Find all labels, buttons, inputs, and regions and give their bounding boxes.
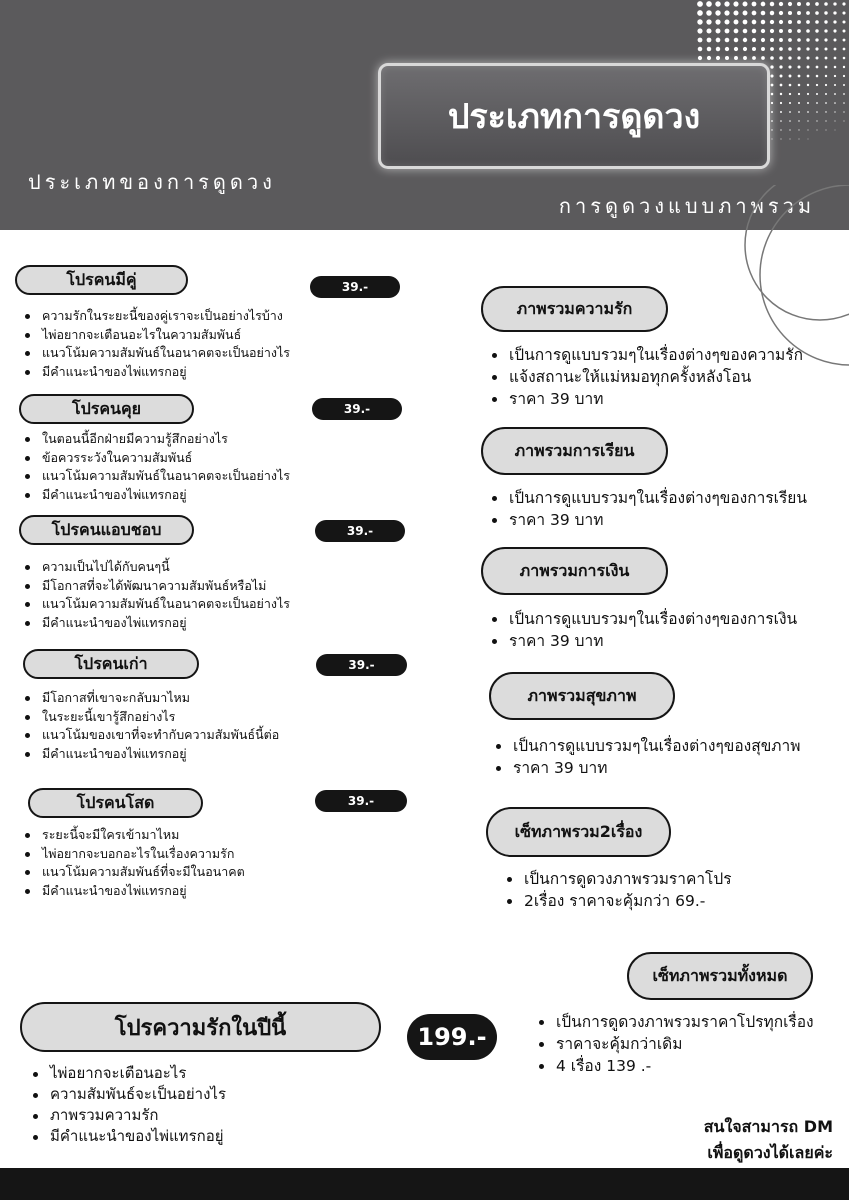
- halftone-dot: [779, 11, 783, 15]
- halftone-dot: [734, 56, 738, 60]
- halftone-dot: [833, 38, 836, 41]
- halftone-dot: [752, 20, 757, 25]
- halftone-dot: [844, 121, 845, 122]
- halftone-dot: [825, 57, 828, 60]
- halftone-dot: [843, 57, 846, 60]
- halftone-dot: [806, 38, 809, 41]
- halftone-dot: [834, 111, 835, 112]
- halftone-dot: [806, 11, 810, 15]
- halftone-dot: [798, 111, 800, 113]
- halftone-dot: [843, 48, 846, 51]
- overview-title-love: ภาพรวมความรัก: [481, 286, 668, 332]
- halftone-dot: [724, 19, 729, 24]
- halftone-dot: [807, 84, 809, 86]
- halftone-dot: [816, 120, 817, 121]
- halftone-dot: [843, 30, 846, 33]
- halftone-dot: [843, 84, 845, 86]
- halftone-dot: [789, 102, 791, 104]
- halftone-dot: [843, 75, 845, 77]
- overview-title-health: ภาพรวมสุขภาพ: [489, 672, 675, 720]
- halftone-dot: [798, 84, 801, 87]
- list-item: เป็นการดูดวงภาพรวมราคาโปร: [502, 868, 732, 890]
- halftone-dot: [843, 102, 845, 104]
- list-item: มีคำแนะนำของไพ่แทรกอยู่: [20, 882, 245, 901]
- promo-price-talking: 39.-: [312, 398, 402, 420]
- halftone-dot: [806, 29, 810, 33]
- list-item: มีคำแนะนำของไพ่แทรกอยู่: [28, 1126, 226, 1147]
- overview-title-money: ภาพรวมการเงิน: [481, 547, 668, 595]
- halftone-dot: [806, 2, 810, 6]
- halftone-dot: [779, 29, 783, 33]
- list-item: 4 เรื่อง 139 .-: [534, 1055, 814, 1077]
- list-item: ความสัมพันธ์จะเป็นอย่างไร: [28, 1084, 226, 1105]
- halftone-dot: [779, 20, 783, 24]
- promo-list-single: [20, 826, 245, 900]
- list-item: แนวโน้มความสัมพันธ์ที่จะมีในอนาคต: [20, 863, 245, 882]
- halftone-dot: [734, 38, 739, 43]
- halftone-dot: [807, 111, 809, 113]
- halftone-dot: [771, 102, 773, 104]
- halftone-dot: [789, 129, 790, 130]
- halftone-dot: [771, 111, 773, 113]
- halftone-dot: [770, 2, 774, 6]
- halftone-dot: [806, 56, 809, 59]
- promo-title-couple: โปรคนมีคู่: [15, 265, 188, 295]
- overview-list-money: [487, 608, 797, 652]
- halftone-dot: [771, 93, 774, 96]
- halftone-dot: [706, 1, 712, 7]
- love-year-price: 199.-: [407, 1014, 497, 1060]
- halftone-dot: [743, 20, 748, 25]
- halftone-dot: [761, 11, 766, 16]
- list-item: ระยะนี้จะมีใครเข้ามาไหม: [20, 826, 245, 845]
- halftone-dot: [816, 84, 818, 86]
- halftone-dot: [771, 120, 773, 122]
- halftone-dot: [707, 38, 712, 43]
- halftone-dot: [752, 56, 756, 60]
- list-item: ราคา 39 บาท: [487, 388, 803, 410]
- halftone-dot: [715, 10, 720, 15]
- promo-title-talking: โปรคนคุย: [19, 394, 194, 424]
- promo-list-ex: [20, 689, 279, 763]
- list-item: แนวโน้มของเขาที่จะทำกับความสัมพันธ์นี้ต่อ: [20, 726, 279, 745]
- halftone-dot: [752, 29, 756, 33]
- halftone-dot: [833, 29, 836, 32]
- halftone-dot: [716, 47, 720, 51]
- halftone-dot: [789, 75, 792, 78]
- halftone-dot: [834, 57, 837, 60]
- halftone-dot: [798, 93, 800, 95]
- halftone-dot: [779, 65, 782, 68]
- halftone-dot: [716, 56, 720, 60]
- halftone-dot: [697, 28, 702, 33]
- promo-title-single: โปรคนโสด: [28, 788, 203, 818]
- halftone-dot: [842, 11, 845, 14]
- list-item: เป็นการดูแบบรวมๆในเรื่องต่างๆของสุขภาพ: [491, 735, 800, 757]
- halftone-dot: [715, 19, 720, 24]
- halftone-dot: [789, 84, 792, 87]
- halftone-dot: [706, 28, 711, 33]
- halftone-dot: [807, 120, 808, 121]
- list-item: ในระยะนี้เขารู้สึกอย่างไร: [20, 708, 279, 727]
- list-item: เป็นการดูแบบรวมๆในเรื่องต่างๆของการเรียน: [487, 487, 807, 509]
- halftone-dot: [780, 111, 782, 113]
- halftone-dot: [698, 47, 703, 52]
- halftone-dot: [825, 75, 827, 77]
- halftone-dot: [706, 19, 711, 24]
- halftone-dot: [752, 2, 757, 7]
- halftone-dot: [816, 111, 818, 113]
- halftone-dot: [743, 29, 748, 34]
- halftone-dot: [761, 29, 765, 33]
- halftone-dot: [825, 84, 827, 86]
- list-item: 2เรื่อง ราคาจะคุ้มกว่า 69.-: [502, 890, 732, 912]
- list-item: แนวโน้มความสัมพันธ์ในอนาคตจะเป็นอย่างไร: [20, 467, 290, 486]
- halftone-dot: [816, 75, 819, 78]
- list-item: แจ้งสถานะให้แม่หมอทุกครั้งหลังโอน: [487, 366, 803, 388]
- contact-note: [704, 1114, 833, 1166]
- halftone-dot: [843, 111, 844, 112]
- halftone-dot: [806, 20, 810, 24]
- halftone-dot: [815, 47, 818, 50]
- halftone-dot: [816, 57, 819, 60]
- halftone-dot: [788, 38, 792, 42]
- halftone-dot: [816, 102, 818, 104]
- halftone-dot: [797, 38, 801, 42]
- halftone-dot: [770, 29, 774, 33]
- love-year-list: [28, 1063, 226, 1147]
- list-item: ราคา 39 บาท: [487, 630, 797, 652]
- list-item: ไพ่อยากจะเตือนอะไรในความสัมพันธ์: [20, 326, 290, 345]
- halftone-dot: [797, 47, 800, 50]
- halftone-dot: [815, 29, 818, 32]
- halftone-dot: [807, 102, 809, 104]
- halftone-dot: [716, 29, 721, 34]
- halftone-dot: [734, 47, 738, 51]
- list-item: มีโอกาสที่จะได้พัฒนาความสัมพันธ์หรือไม่: [20, 577, 290, 596]
- list-item: ภาพรวมความรัก: [28, 1105, 226, 1126]
- halftone-dot: [834, 120, 835, 121]
- halftone-dot: [780, 138, 781, 139]
- halftone-dot: [734, 20, 739, 25]
- halftone-dot: [833, 11, 836, 14]
- halftone-dot: [743, 47, 747, 51]
- halftone-dot: [808, 139, 809, 140]
- halftone-dot: [788, 20, 792, 24]
- list-item: ข้อควรระวังในความสัมพันธ์: [20, 449, 290, 468]
- halftone-dot: [799, 139, 800, 140]
- halftone-dot: [843, 93, 845, 95]
- halftone-dot: [833, 2, 836, 5]
- halftone-dot: [834, 75, 836, 77]
- halftone-dot: [770, 20, 774, 24]
- halftone-dot: [780, 75, 783, 78]
- halftone-dot: [733, 10, 738, 15]
- list-item: ราคา 39 บาท: [487, 509, 807, 531]
- halftone-dot: [798, 75, 801, 78]
- halftone-dot: [797, 2, 801, 6]
- halftone-dot: [815, 2, 819, 6]
- halftone-dot: [770, 38, 774, 42]
- halftone-dot: [698, 56, 702, 60]
- overview-list-set-all: [534, 1011, 814, 1077]
- halftone-dot: [725, 47, 729, 51]
- halftone-dot: [779, 38, 783, 42]
- halftone-dot: [807, 129, 808, 130]
- promo-title-ex: โปรคนเก่า: [23, 649, 199, 679]
- halftone-dot: [815, 38, 818, 41]
- list-item: มีคำแนะนำของไพ่แทรกอยู่: [20, 614, 290, 633]
- halftone-dot: [697, 1, 703, 7]
- halftone-dot: [788, 11, 792, 15]
- list-item: ไพ่อยากจะบอกอะไรในเรื่องความรัก: [20, 845, 245, 864]
- halftone-dot: [771, 129, 772, 130]
- halftone-dot: [743, 11, 748, 16]
- halftone-dot: [698, 38, 703, 43]
- halftone-dot: [843, 39, 846, 42]
- list-item: เป็นการดูแบบรวมๆในเรื่องต่างๆของการเงิน: [487, 608, 797, 630]
- overview-list-set2: [502, 868, 732, 912]
- halftone-dot: [780, 93, 782, 95]
- halftone-dot: [824, 38, 827, 41]
- halftone-dot: [798, 120, 799, 121]
- halftone-dot: [771, 84, 774, 87]
- halftone-dot: [788, 2, 792, 6]
- halftone-dot: [788, 29, 792, 33]
- halftone-dot: [842, 20, 845, 23]
- halftone-dot: [771, 138, 772, 139]
- halftone-dot: [788, 65, 791, 68]
- halftone-dot: [715, 1, 720, 6]
- halftone-dot: [790, 139, 791, 140]
- halftone-dot: [780, 102, 782, 104]
- page-title: ประเภทการดูดวง: [447, 97, 701, 137]
- halftone-dot: [842, 2, 845, 5]
- overview-list-health: [491, 735, 800, 779]
- halftone-dot: [797, 56, 800, 59]
- halftone-dot: [824, 11, 827, 14]
- halftone-dot: [752, 11, 757, 16]
- halftone-dot: [834, 93, 836, 95]
- overview-list-study: [487, 487, 807, 531]
- halftone-dot: [743, 2, 748, 7]
- halftone-dot: [807, 93, 809, 95]
- halftone-dot: [834, 84, 836, 86]
- overview-title-study: ภาพรวมการเรียน: [481, 427, 668, 475]
- list-item: ราคา 39 บาท: [491, 757, 800, 779]
- halftone-dot: [707, 56, 711, 60]
- halftone-dot: [707, 47, 712, 52]
- header-subtitle-right: การดูดวงแบบภาพรวม: [558, 194, 815, 218]
- halftone-dot: [824, 20, 827, 23]
- list-item: มีคำแนะนำของไพ่แทรกอยู่: [20, 486, 290, 505]
- halftone-dot: [725, 38, 730, 43]
- halftone-dot: [697, 19, 702, 24]
- halftone-dot: [697, 10, 703, 16]
- halftone-dot: [843, 66, 845, 68]
- list-item: แนวโน้มความสัมพันธ์ในอนาคตจะเป็นอย่างไร: [20, 344, 290, 363]
- halftone-dot: [833, 20, 836, 23]
- halftone-dot: [761, 38, 765, 42]
- halftone-dot: [770, 47, 774, 51]
- contact-line-2: เพื่อดูดวงได้เลยค่ะ: [707, 1143, 833, 1162]
- halftone-dot: [816, 66, 819, 69]
- halftone-dot: [825, 66, 828, 69]
- promo-price-single: 39.-: [315, 790, 407, 812]
- halftone-dot: [834, 102, 836, 104]
- promo-price-ex: 39.-: [316, 654, 407, 676]
- halftone-dot: [824, 29, 827, 32]
- halftone-dot: [824, 2, 828, 6]
- footer-bar: [0, 1168, 849, 1200]
- halftone-dot: [779, 47, 783, 51]
- halftone-dot: [761, 20, 766, 25]
- halftone-dot: [724, 10, 729, 15]
- halftone-dot: [725, 56, 729, 60]
- halftone-dot: [817, 130, 818, 131]
- halftone-dot: [834, 48, 837, 51]
- halftone-dot: [743, 56, 747, 60]
- halftone-dot: [706, 10, 712, 16]
- halftone-dot: [752, 47, 756, 51]
- halftone-dot: [825, 48, 828, 51]
- title-box: [378, 63, 770, 169]
- halftone-dot: [780, 129, 781, 130]
- halftone-dot: [798, 66, 801, 69]
- halftone-dot: [834, 66, 837, 69]
- halftone-dot: [770, 11, 774, 15]
- halftone-dot: [788, 56, 791, 59]
- halftone-dot: [798, 102, 800, 104]
- halftone-dot: [825, 102, 827, 104]
- halftone-dot: [733, 1, 738, 6]
- halftone-dot: [806, 47, 809, 50]
- halftone-dot: [797, 29, 801, 33]
- halftone-dot: [825, 120, 826, 121]
- halftone-dot: [807, 75, 810, 78]
- list-item: เป็นการดูแบบรวมๆในเรื่องต่างๆของความรัก: [487, 344, 803, 366]
- halftone-dot: [761, 47, 765, 51]
- halftone-dot: [724, 1, 729, 6]
- list-item: ความรักในระยะนี้ของคู่เราจะเป็นอย่างไรบ้าง: [20, 307, 290, 326]
- list-item: แนวโน้มความสัมพันธ์ในอนาคตจะเป็นอย่างไร: [20, 595, 290, 614]
- halftone-dot: [761, 2, 766, 7]
- list-item: ความเป็นไปได้กับคนๆนี้: [20, 558, 290, 577]
- halftone-dot: [825, 93, 827, 95]
- halftone-dot: [743, 38, 747, 42]
- halftone-dot: [770, 65, 773, 68]
- list-item: มีคำแนะนำของไพ่แทรกอยู่: [20, 363, 290, 382]
- love-year-title: โปรความรักในปีนี้: [20, 1002, 381, 1052]
- halftone-dot: [826, 130, 827, 131]
- halftone-dot: [734, 29, 739, 34]
- halftone-dot: [780, 120, 782, 122]
- halftone-dot: [815, 11, 819, 15]
- halftone-dot: [815, 20, 819, 24]
- list-item: ไพ่อยากจะเตือนอะไร: [28, 1063, 226, 1084]
- promo-title-crush: โปรคนแอบชอบ: [19, 515, 194, 545]
- halftone-dot: [789, 93, 791, 95]
- promo-list-couple: [20, 307, 290, 381]
- halftone-dot: [716, 38, 721, 43]
- halftone-dot: [789, 111, 791, 113]
- halftone-dot: [770, 56, 774, 60]
- halftone-dot: [780, 84, 783, 87]
- header-subtitle-left: ประเภทของการดูดวง: [28, 170, 276, 194]
- halftone-dot: [797, 11, 801, 15]
- halftone-dot: [779, 56, 782, 59]
- halftone-dot: [752, 38, 756, 42]
- promo-price-couple: 39.-: [310, 276, 400, 298]
- halftone-dot: [825, 111, 826, 112]
- list-item: ราคาจะคุ้มกว่าเดิม: [534, 1033, 814, 1055]
- list-item: มีโอกาสที่เขาจะกลับมาไหม: [20, 689, 279, 708]
- halftone-dot: [798, 129, 799, 130]
- halftone-dot: [835, 130, 836, 131]
- overview-title-set2: เซ็ทภาพรวม2เรื่อง: [486, 807, 671, 857]
- halftone-dot: [788, 47, 792, 51]
- list-item: เป็นการดูดวงภาพรวมราคาโปรทุกเรื่อง: [534, 1011, 814, 1033]
- overview-title-set-all: เซ็ทภาพรวมทั้งหมด: [627, 952, 813, 1000]
- halftone-dot: [779, 2, 783, 6]
- halftone-dot: [761, 56, 765, 60]
- halftone-dot: [797, 20, 801, 24]
- halftone-dot: [789, 120, 791, 122]
- promo-list-crush: [20, 558, 290, 632]
- promo-price-crush: 39.-: [315, 520, 405, 542]
- list-item: มีคำแนะนำของไพ่แทรกอยู่: [20, 745, 279, 764]
- overview-list-love: [487, 344, 803, 410]
- halftone-dot: [725, 29, 730, 34]
- promo-list-talking: [20, 430, 290, 504]
- halftone-dot: [816, 93, 818, 95]
- halftone-dot: [807, 66, 810, 69]
- contact-line-1: สนใจสามารถ DM: [703, 1117, 833, 1136]
- halftone-dot: [770, 74, 773, 77]
- list-item: ในตอนนี้อีกฝ่ายมีความรู้สึกอย่างไร: [20, 430, 290, 449]
